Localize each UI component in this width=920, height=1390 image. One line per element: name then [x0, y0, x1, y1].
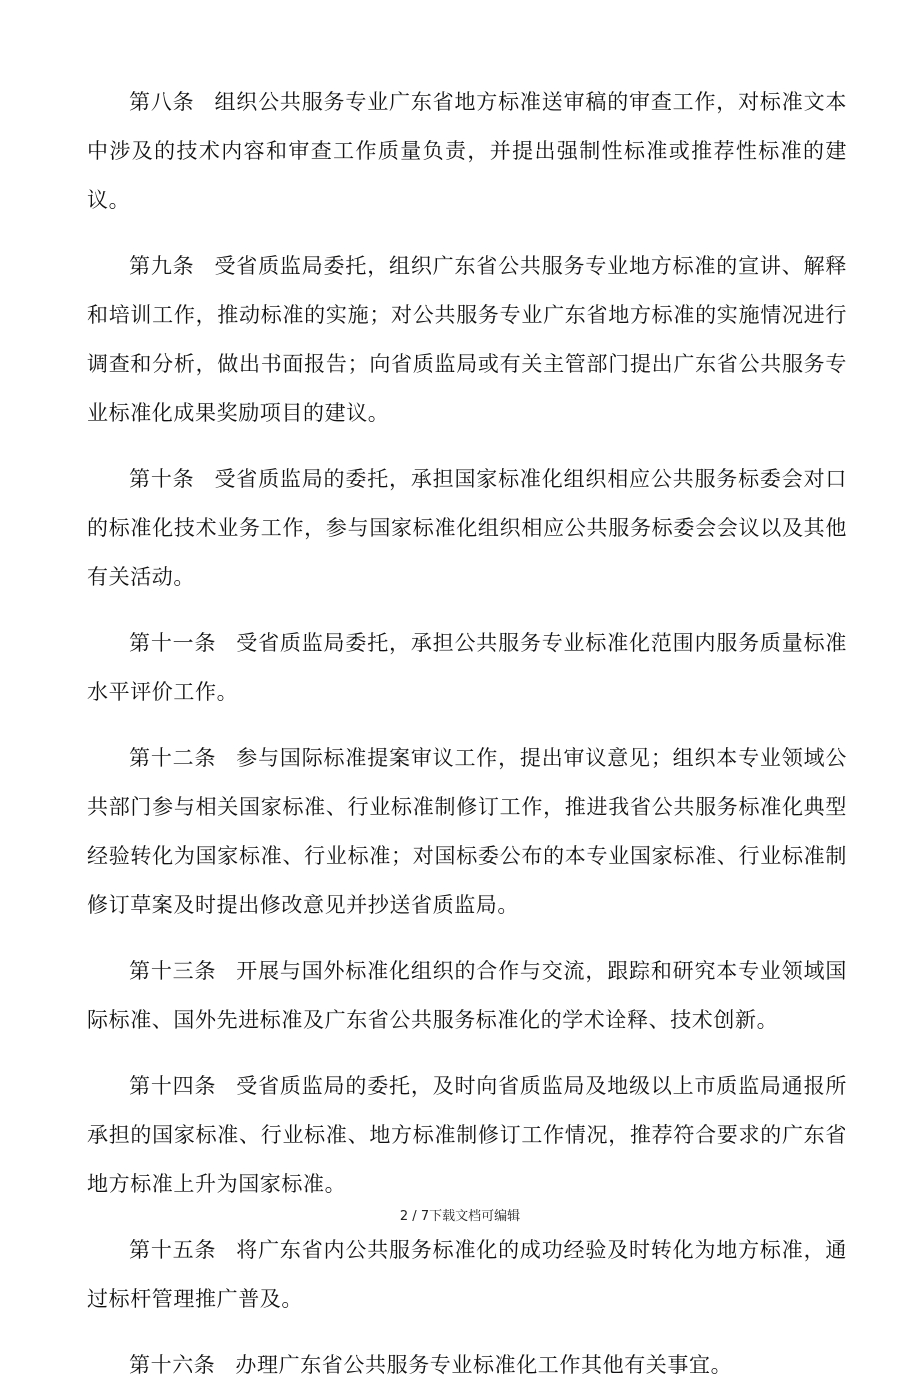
article-text: 组织公共服务专业广东省地方标准送审稿的审查工作，对标准文本中涉及的技术内容和审查工作质量负责，并提出强制性标准或推荐性标准的建议。 — [87, 90, 847, 212]
article-15 — [87, 1226, 847, 1324]
article-text: 办理广东省公共服务专业标准化工作其他有关事宜。 — [235, 1353, 733, 1377]
article-text: 受省质监局委托，承担公共服务专业标准化范围内服务质量标准水平评价工作。 — [87, 631, 847, 704]
article-text: 开展与国外标准化组织的合作与交流，跟踪和研究本专业领域国际标准、国外先进标准及广东省公共服务标准化的学术诠释、技术创新。 — [87, 959, 847, 1032]
article-14 — [87, 1062, 847, 1209]
article-10 — [87, 455, 847, 602]
article-number: 第十条 — [129, 467, 195, 491]
article-12 — [87, 734, 847, 930]
article-text: 受省质监局委托，组织广东省公共服务专业地方标准的宣讲、解释和培训工作，推动标准的实施；对公共服务专业广东省地方标准的实施情况进行调查和分析，做出书面报告；向省质监局或有关主管部门提出广东省公共服务专业标准化成果奖励项目的建议。 — [87, 254, 847, 425]
article-text: 将广东省内公共服务标准化的成功经验及时转化为地方标准，通过标杆管理推广普及。 — [87, 1238, 847, 1311]
article-number: 第十一条 — [129, 631, 217, 655]
article-number: 第十六条 — [129, 1353, 216, 1377]
article-number: 第十二条 — [129, 746, 217, 770]
article-text: 受省质监局的委托，及时向省质监局及地级以上市质监局通报所承担的国家标准、行业标准、地方标准制修订工作情况，推荐符合要求的广东省地方标准上升为国家标准。 — [87, 1074, 847, 1196]
article-text: 参与国际标准提案审议工作，提出审议意见；组织本专业领域公共部门参与相关国家标准、行业标准制修订工作，推进我省公共服务标准化典型经验转化为国家标准、行业标准；对国标委公布的本专业国家标准、行业标准制修订草案及时提出修改意见并抄送省质监局。 — [87, 746, 847, 917]
article-number: 第九条 — [129, 254, 195, 278]
article-13 — [87, 947, 847, 1045]
article-8 — [87, 78, 847, 225]
article-number: 第十三条 — [129, 959, 217, 983]
article-number: 第十五条 — [129, 1238, 217, 1262]
page-number-info: 2 / 7下载文档可编辑 — [399, 1209, 521, 1224]
page-footer — [0, 1205, 920, 1224]
article-11 — [87, 619, 847, 717]
article-number: 第十四条 — [129, 1074, 217, 1098]
article-16 — [87, 1341, 847, 1390]
article-9 — [87, 242, 847, 438]
article-text: 受省质监局的委托，承担国家标准化组织相应公共服务标委会对口的标准化技术业务工作，参与国家标准化组织相应公共服务标委会会议以及其他有关活动。 — [87, 467, 847, 589]
article-number: 第八条 — [129, 90, 195, 114]
